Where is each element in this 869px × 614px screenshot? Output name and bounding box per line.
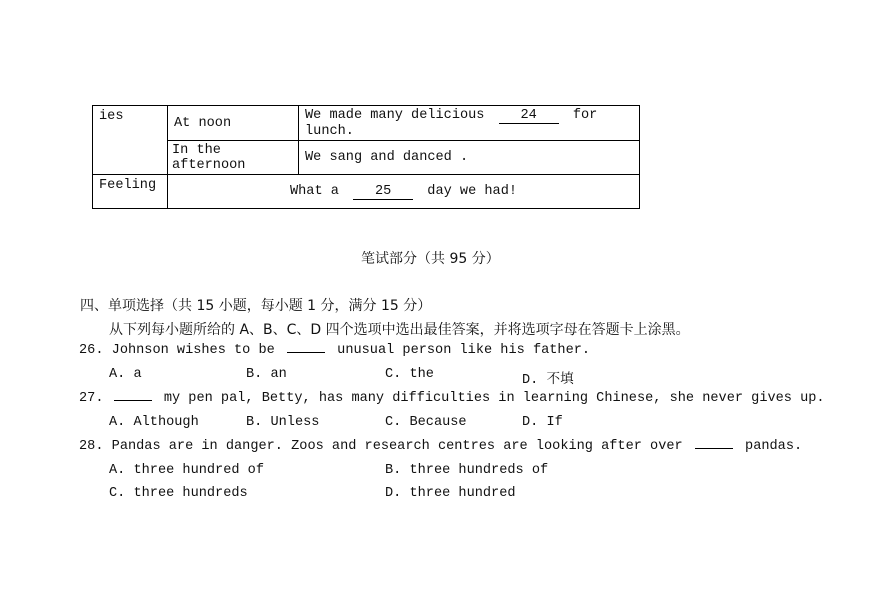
feeling-sentence bbox=[168, 175, 640, 209]
feeling-text-after: day we had! bbox=[427, 183, 518, 199]
q26-option-a: A. a bbox=[109, 367, 142, 382]
activity-afternoon: We sang and danced . bbox=[299, 141, 640, 175]
question-stem-before: Pandas are in danger. Zoos and research centres are looking after over bbox=[111, 439, 683, 454]
q27-option-b: B. Unless bbox=[246, 415, 320, 430]
q26-option-b: B. an bbox=[246, 367, 287, 382]
question-28 bbox=[79, 439, 802, 454]
row-label-activities: ies bbox=[93, 106, 168, 175]
noon-text-before: We made many delicious bbox=[305, 107, 485, 123]
q27-option-d: D. If bbox=[522, 415, 563, 430]
question-26 bbox=[79, 343, 590, 358]
answer-blank bbox=[114, 400, 152, 401]
q28-option-c: C. three hundreds bbox=[109, 486, 248, 501]
part-heading: 四、单项选择（共 15 小题，每小题 1 分，满分 15 分） bbox=[80, 298, 432, 314]
question-stem-before: Johnson wishes to be bbox=[111, 343, 275, 358]
feeling-text-before: What a bbox=[289, 183, 339, 199]
row-label-feeling: Feeling bbox=[93, 175, 168, 209]
answer-blank-24: 24 bbox=[499, 108, 559, 124]
answer-blank bbox=[695, 448, 733, 449]
question-number: 27. bbox=[79, 391, 104, 406]
time-at-noon: At noon bbox=[168, 106, 299, 141]
question-stem-after: my pen pal, Betty, has many difficulties in learning Chinese, she never gives up. bbox=[163, 391, 825, 406]
question-number: 26. bbox=[79, 343, 104, 358]
q28-option-a: A. three hundred of bbox=[109, 463, 264, 478]
section-title: 笔试部分（共 95 分） bbox=[361, 251, 500, 267]
question-number: 28. bbox=[79, 439, 104, 454]
q26-option-d: D. 不填 bbox=[522, 373, 574, 388]
part-instruction: 从下列每小题所给的 A、B、C、D 四个选项中选出最佳答案，并将选项字母在答题卡上涂黑。 bbox=[109, 322, 690, 338]
noon-text-after: for lunch. bbox=[305, 107, 598, 139]
time-afternoon: In the afternoon bbox=[168, 141, 299, 175]
activity-noon bbox=[299, 106, 640, 141]
q27-option-a: A. Although bbox=[109, 415, 199, 430]
activity-table bbox=[92, 105, 640, 209]
q28-option-b: B. three hundreds of bbox=[385, 463, 549, 478]
question-27 bbox=[79, 391, 825, 406]
answer-blank bbox=[287, 352, 325, 353]
question-stem-after: unusual person like his father. bbox=[337, 343, 591, 358]
q27-option-c: C. Because bbox=[385, 415, 467, 430]
question-stem-after: pandas. bbox=[745, 439, 803, 454]
q26-option-c: C. the bbox=[385, 367, 434, 382]
q28-option-d: D. three hundred bbox=[385, 486, 516, 501]
answer-blank-25: 25 bbox=[353, 184, 413, 200]
